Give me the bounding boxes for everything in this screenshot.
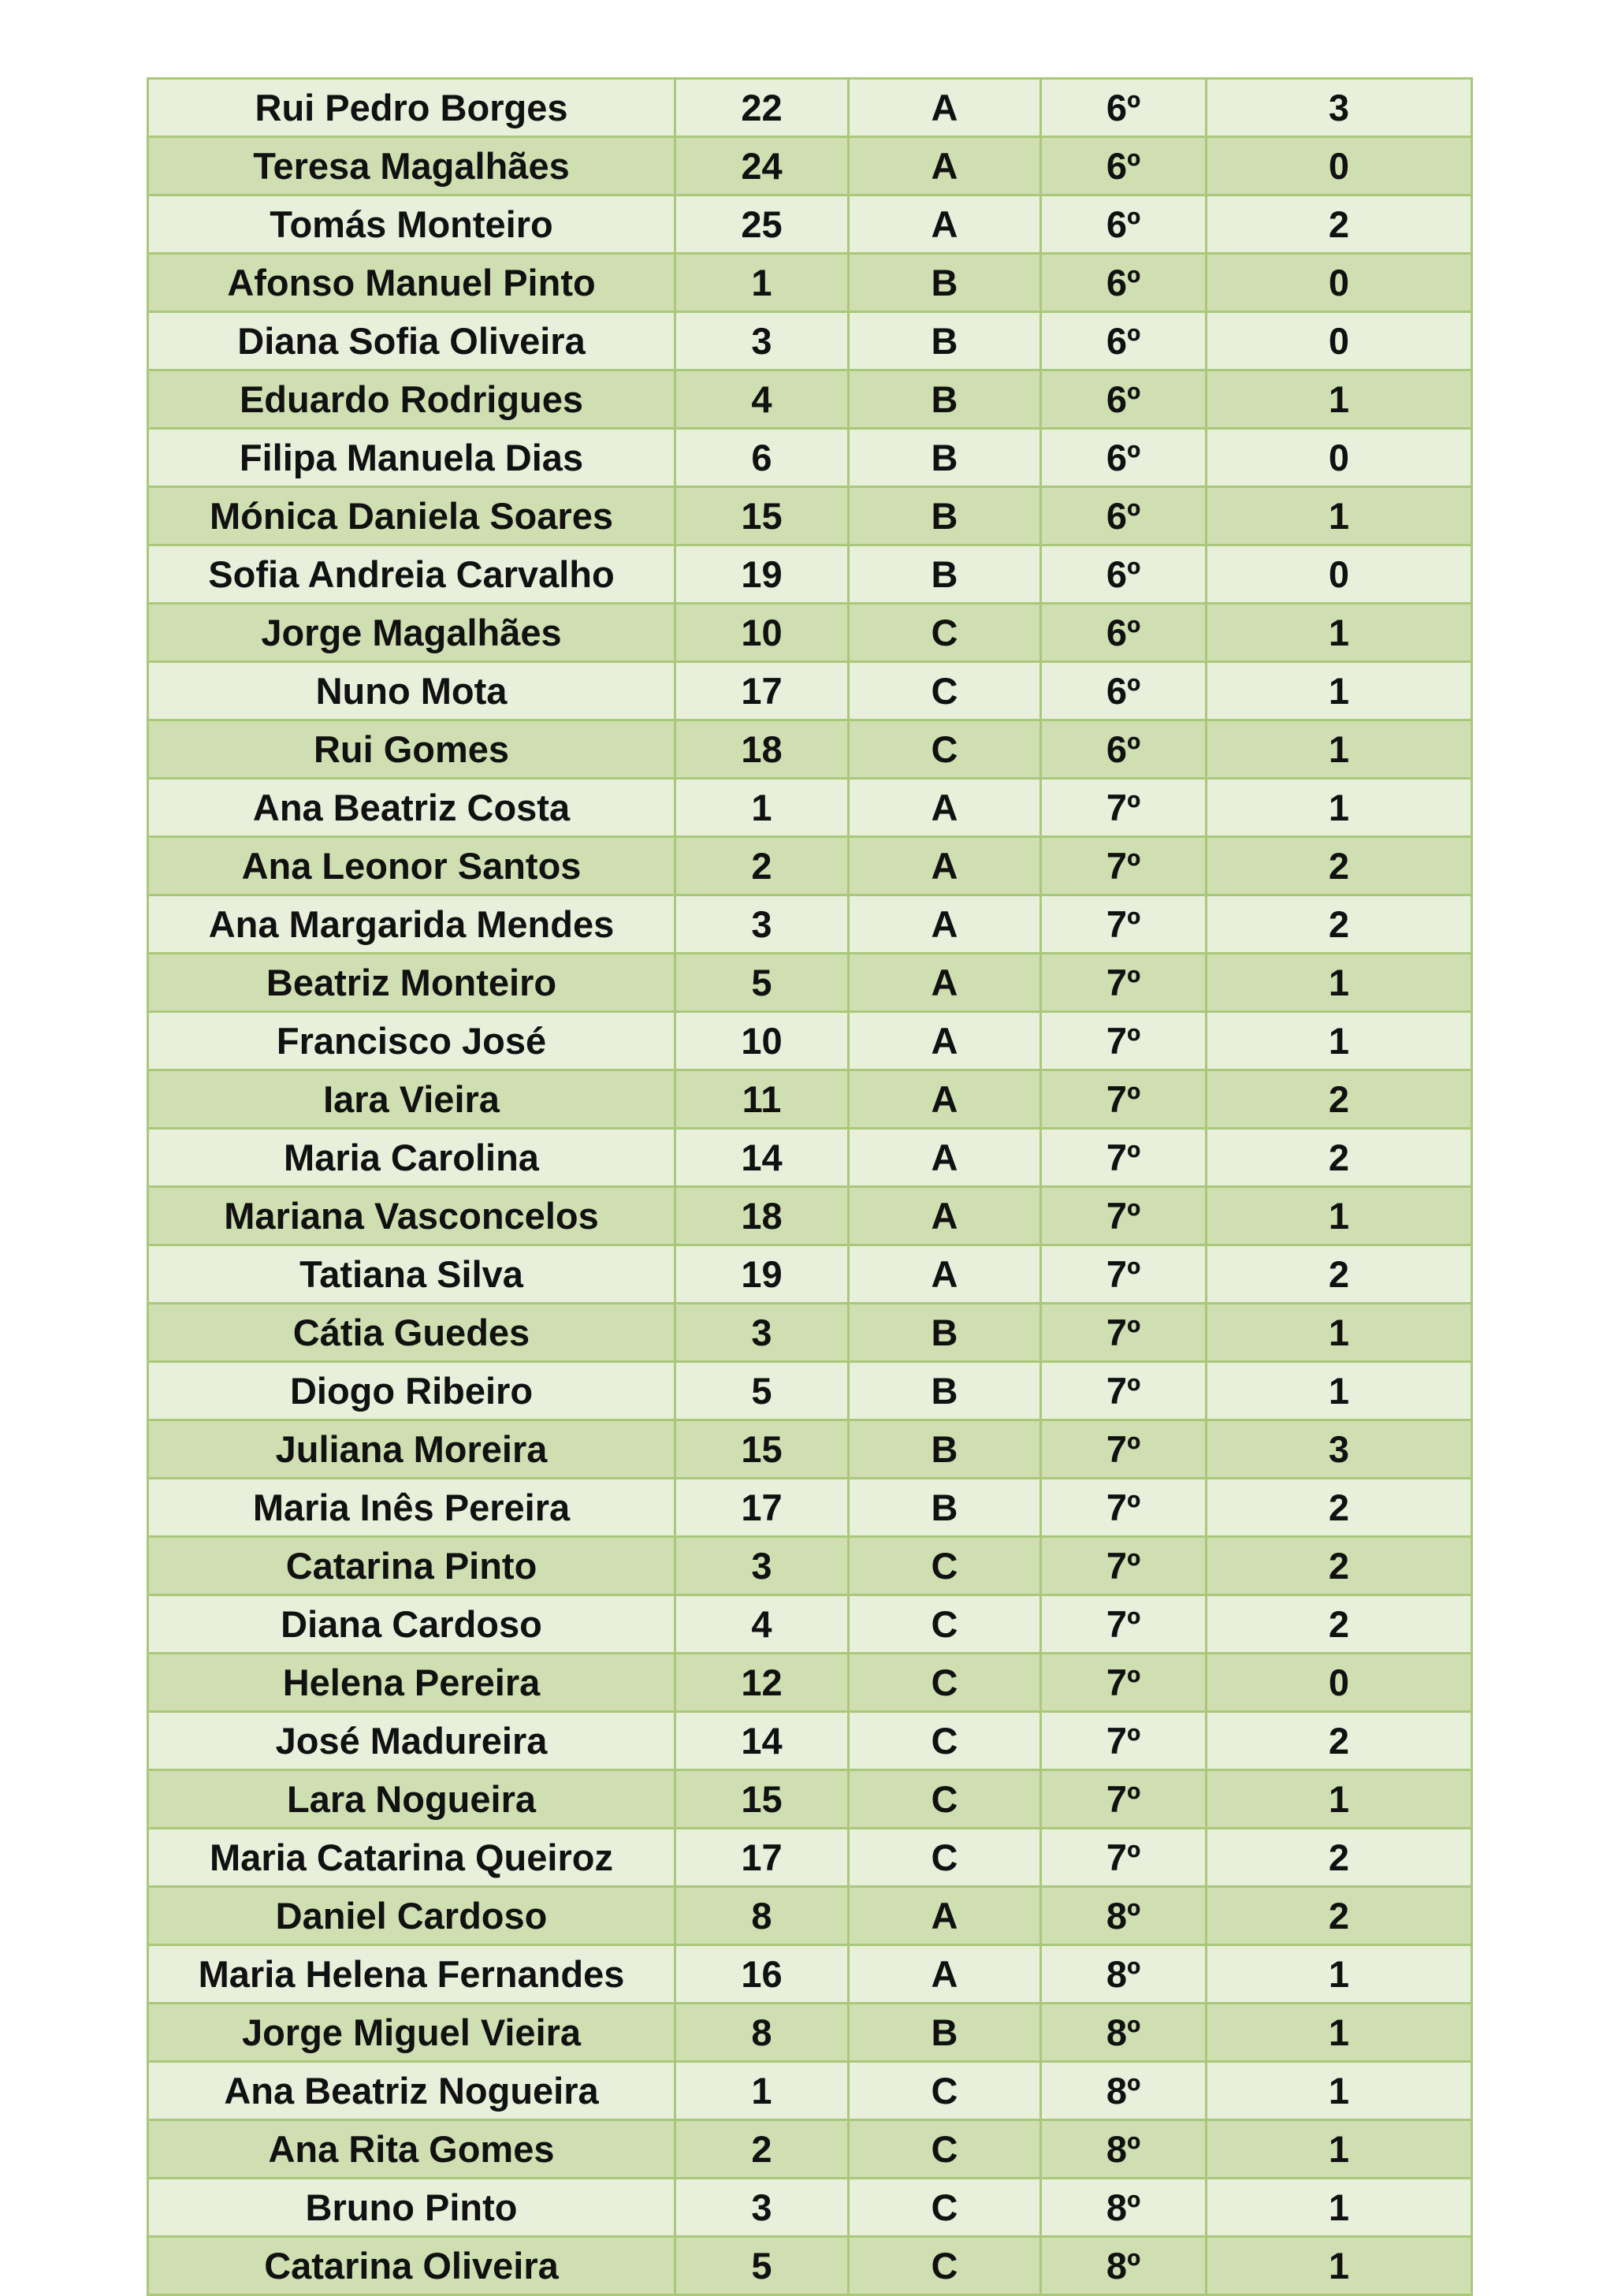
count-cell: 1	[1207, 2004, 1472, 2062]
student-name-cell: Jorge Magalhães	[148, 604, 675, 662]
class-cell: C	[849, 662, 1041, 720]
table-row	[148, 254, 1472, 312]
count-cell: 0	[1207, 545, 1472, 604]
student-name-cell: Rui Gomes	[148, 720, 675, 779]
student-name-cell: Rui Pedro Borges	[148, 79, 675, 137]
student-number-cell: 2	[675, 837, 849, 895]
table-row	[148, 370, 1472, 429]
year-cell: 7º	[1041, 1712, 1207, 1770]
student-number-cell: 3	[675, 895, 849, 954]
class-cell: C	[849, 1712, 1041, 1770]
year-cell: 8º	[1041, 2120, 1207, 2179]
count-cell: 2	[1207, 1537, 1472, 1595]
count-cell: 1	[1207, 1187, 1472, 1245]
student-name-cell: Afonso Manuel Pinto	[148, 254, 675, 312]
table-row	[148, 1187, 1472, 1245]
student-number-cell: 14	[675, 1712, 849, 1770]
class-cell: C	[849, 1595, 1041, 1654]
class-cell: B	[849, 312, 1041, 370]
year-cell: 7º	[1041, 1012, 1207, 1070]
year-cell: 8º	[1041, 1945, 1207, 2004]
count-cell: 1	[1207, 779, 1472, 837]
count-cell: 1	[1207, 1362, 1472, 1420]
student-number-cell: 6	[675, 429, 849, 487]
table-row	[148, 1537, 1472, 1595]
table-row	[148, 2179, 1472, 2237]
table-row	[148, 662, 1472, 720]
student-number-cell: 15	[675, 1420, 849, 1479]
student-name-cell: Ana Beatriz Nogueira	[148, 2062, 675, 2120]
year-cell: 7º	[1041, 779, 1207, 837]
student-name-cell: Nuno Mota	[148, 662, 675, 720]
student-number-cell: 17	[675, 662, 849, 720]
year-cell: 6º	[1041, 195, 1207, 254]
year-cell: 7º	[1041, 895, 1207, 954]
table-row	[148, 137, 1472, 195]
count-cell: 1	[1207, 370, 1472, 429]
table-row	[148, 1654, 1472, 1712]
count-cell: 2	[1207, 1829, 1472, 1887]
count-cell: 2	[1207, 195, 1472, 254]
student-number-cell: 19	[675, 545, 849, 604]
count-cell: 1	[1207, 487, 1472, 545]
student-name-cell: Filipa Manuela Dias	[148, 429, 675, 487]
table-row	[148, 1012, 1472, 1070]
student-number-cell: 4	[675, 1595, 849, 1654]
year-cell: 8º	[1041, 2004, 1207, 2062]
table-row	[148, 837, 1472, 895]
student-name-cell: Mónica Daniela Soares	[148, 487, 675, 545]
class-cell: A	[849, 1012, 1041, 1070]
student-number-cell: 12	[675, 1654, 849, 1712]
student-number-cell: 25	[675, 195, 849, 254]
student-name-cell: Helena Pereira	[148, 1654, 675, 1712]
student-number-cell: 5	[675, 954, 849, 1012]
class-cell: C	[849, 1654, 1041, 1712]
student-name-cell: Diana Cardoso	[148, 1595, 675, 1654]
count-cell: 1	[1207, 720, 1472, 779]
table-row	[148, 1304, 1472, 1362]
table-row	[148, 195, 1472, 254]
student-name-cell: Jorge Miguel Vieira	[148, 2004, 675, 2062]
count-cell: 1	[1207, 1012, 1472, 1070]
count-cell: 2	[1207, 837, 1472, 895]
class-cell: B	[849, 1420, 1041, 1479]
year-cell: 6º	[1041, 370, 1207, 429]
year-cell: 7º	[1041, 1829, 1207, 1887]
class-cell: C	[849, 1829, 1041, 1887]
table-row	[148, 545, 1472, 604]
student-name-cell: Maria Helena Fernandes	[148, 1945, 675, 2004]
student-name-cell: Maria Inês Pereira	[148, 1479, 675, 1537]
count-cell: 2	[1207, 1129, 1472, 1187]
student-name-cell: Iara Vieira	[148, 1070, 675, 1129]
student-name-cell: Ana Leonor Santos	[148, 837, 675, 895]
class-cell: A	[849, 1887, 1041, 1945]
count-cell: 1	[1207, 2120, 1472, 2179]
year-cell: 7º	[1041, 1770, 1207, 1829]
year-cell: 6º	[1041, 604, 1207, 662]
student-name-cell: Mariana Vasconcelos	[148, 1187, 675, 1245]
student-name-cell: Diogo Ribeiro	[148, 1362, 675, 1420]
year-cell: 7º	[1041, 1654, 1207, 1712]
table-row	[148, 1420, 1472, 1479]
class-cell: C	[849, 1770, 1041, 1829]
student-number-cell: 15	[675, 487, 849, 545]
student-number-cell: 4	[675, 370, 849, 429]
student-name-cell: Maria Catarina Queiroz	[148, 1829, 675, 1887]
student-name-cell: José Madureira	[148, 1712, 675, 1770]
year-cell: 6º	[1041, 429, 1207, 487]
student-number-cell: 10	[675, 604, 849, 662]
year-cell: 7º	[1041, 1537, 1207, 1595]
class-cell: C	[849, 2179, 1041, 2237]
student-number-cell: 3	[675, 312, 849, 370]
student-number-cell: 19	[675, 1245, 849, 1304]
student-name-cell: Beatriz Monteiro	[148, 954, 675, 1012]
table-row	[148, 604, 1472, 662]
year-cell: 8º	[1041, 2062, 1207, 2120]
table-row	[148, 79, 1472, 137]
student-number-cell: 2	[675, 2120, 849, 2179]
student-number-cell: 14	[675, 1129, 849, 1187]
year-cell: 7º	[1041, 837, 1207, 895]
count-cell: 2	[1207, 1479, 1472, 1537]
count-cell: 1	[1207, 1304, 1472, 1362]
count-cell: 2	[1207, 1595, 1472, 1654]
student-number-cell: 8	[675, 1887, 849, 1945]
student-name-cell: Bruno Pinto	[148, 2179, 675, 2237]
table-row	[148, 720, 1472, 779]
student-number-cell: 18	[675, 720, 849, 779]
student-number-cell: 3	[675, 1304, 849, 1362]
table-row	[148, 1829, 1472, 1887]
count-cell: 2	[1207, 1712, 1472, 1770]
student-number-cell: 1	[675, 254, 849, 312]
count-cell: 0	[1207, 1654, 1472, 1712]
student-number-cell: 3	[675, 2179, 849, 2237]
table-row	[148, 1712, 1472, 1770]
table-row	[148, 895, 1472, 954]
count-cell: 2	[1207, 895, 1472, 954]
year-cell: 7º	[1041, 1187, 1207, 1245]
class-cell: B	[849, 545, 1041, 604]
count-cell: 2	[1207, 1887, 1472, 1945]
student-number-cell: 18	[675, 1187, 849, 1245]
count-cell: 1	[1207, 2062, 1472, 2120]
class-cell: A	[849, 779, 1041, 837]
student-name-cell: Sofia Andreia Carvalho	[148, 545, 675, 604]
class-cell: B	[849, 1479, 1041, 1537]
year-cell: 7º	[1041, 1595, 1207, 1654]
year-cell: 7º	[1041, 1420, 1207, 1479]
count-cell: 0	[1207, 254, 1472, 312]
student-name-cell: Ana Margarida Mendes	[148, 895, 675, 954]
student-number-cell: 5	[675, 1362, 849, 1420]
student-name-cell: Tatiana Silva	[148, 1245, 675, 1304]
class-cell: A	[849, 1187, 1041, 1245]
table-row	[148, 487, 1472, 545]
year-cell: 7º	[1041, 1362, 1207, 1420]
student-number-cell: 1	[675, 2062, 849, 2120]
year-cell: 6º	[1041, 545, 1207, 604]
table-row	[148, 2004, 1472, 2062]
student-number-cell: 15	[675, 1770, 849, 1829]
count-cell: 1	[1207, 604, 1472, 662]
student-number-cell: 10	[675, 1012, 849, 1070]
count-cell: 1	[1207, 954, 1472, 1012]
class-cell: A	[849, 954, 1041, 1012]
year-cell: 7º	[1041, 1129, 1207, 1187]
table-row	[148, 1945, 1472, 2004]
year-cell: 6º	[1041, 720, 1207, 779]
count-cell: 1	[1207, 1945, 1472, 2004]
year-cell: 7º	[1041, 1245, 1207, 1304]
year-cell: 6º	[1041, 487, 1207, 545]
student-table	[147, 77, 1473, 2296]
student-name-cell: Ana Beatriz Costa	[148, 779, 675, 837]
table-row	[148, 1887, 1472, 1945]
year-cell: 7º	[1041, 1070, 1207, 1129]
student-name-cell: Tomás Monteiro	[148, 195, 675, 254]
student-name-cell: Cátia Guedes	[148, 1304, 675, 1362]
class-cell: A	[849, 195, 1041, 254]
student-number-cell: 3	[675, 1537, 849, 1595]
class-cell: A	[849, 137, 1041, 195]
class-cell: A	[849, 1129, 1041, 1187]
year-cell: 7º	[1041, 1304, 1207, 1362]
student-name-cell: Francisco José	[148, 1012, 675, 1070]
table-row	[148, 312, 1472, 370]
class-cell: C	[849, 2237, 1041, 2295]
table-row	[148, 1479, 1472, 1537]
table-row	[148, 1070, 1472, 1129]
class-cell: B	[849, 429, 1041, 487]
student-name-cell: Juliana Moreira	[148, 1420, 675, 1479]
student-number-cell: 16	[675, 1945, 849, 2004]
table-row	[148, 1362, 1472, 1420]
year-cell: 6º	[1041, 254, 1207, 312]
student-name-cell: Catarina Oliveira	[148, 2237, 675, 2295]
year-cell: 8º	[1041, 2237, 1207, 2295]
student-number-cell: 8	[675, 2004, 849, 2062]
count-cell: 0	[1207, 429, 1472, 487]
year-cell: 8º	[1041, 1887, 1207, 1945]
student-name-cell: Diana Sofia Oliveira	[148, 312, 675, 370]
class-cell: B	[849, 1362, 1041, 1420]
table-row	[148, 779, 1472, 837]
year-cell: 7º	[1041, 954, 1207, 1012]
class-cell: A	[849, 1245, 1041, 1304]
student-name-cell: Eduardo Rodrigues	[148, 370, 675, 429]
class-cell: B	[849, 1304, 1041, 1362]
class-cell: A	[849, 79, 1041, 137]
class-cell: A	[849, 837, 1041, 895]
student-number-cell: 17	[675, 1829, 849, 1887]
student-table-body	[148, 79, 1472, 2295]
class-cell: A	[849, 1070, 1041, 1129]
count-cell: 1	[1207, 2237, 1472, 2295]
class-cell: C	[849, 2062, 1041, 2120]
year-cell: 6º	[1041, 137, 1207, 195]
table-row	[148, 429, 1472, 487]
count-cell: 1	[1207, 662, 1472, 720]
table-row	[148, 1595, 1472, 1654]
student-number-cell: 1	[675, 779, 849, 837]
student-name-cell: Daniel Cardoso	[148, 1887, 675, 1945]
student-name-cell: Ana Rita Gomes	[148, 2120, 675, 2179]
count-cell: 2	[1207, 1070, 1472, 1129]
table-row	[148, 2120, 1472, 2179]
class-cell: B	[849, 254, 1041, 312]
student-name-cell: Catarina Pinto	[148, 1537, 675, 1595]
class-cell: A	[849, 1945, 1041, 2004]
count-cell: 2	[1207, 1245, 1472, 1304]
year-cell: 8º	[1041, 2179, 1207, 2237]
class-cell: C	[849, 720, 1041, 779]
year-cell: 6º	[1041, 79, 1207, 137]
count-cell: 1	[1207, 1770, 1472, 1829]
class-cell: C	[849, 1537, 1041, 1595]
count-cell: 0	[1207, 137, 1472, 195]
class-cell: A	[849, 895, 1041, 954]
class-cell: C	[849, 604, 1041, 662]
year-cell: 6º	[1041, 662, 1207, 720]
table-row	[148, 1770, 1472, 1829]
student-name-cell: Maria Carolina	[148, 1129, 675, 1187]
student-name-cell: Lara Nogueira	[148, 1770, 675, 1829]
student-number-cell: 24	[675, 137, 849, 195]
class-cell: B	[849, 2004, 1041, 2062]
year-cell: 6º	[1041, 312, 1207, 370]
student-number-cell: 5	[675, 2237, 849, 2295]
student-name-cell: Teresa Magalhães	[148, 137, 675, 195]
class-cell: C	[849, 2120, 1041, 2179]
count-cell: 0	[1207, 312, 1472, 370]
year-cell: 7º	[1041, 1479, 1207, 1537]
table-row	[148, 2237, 1472, 2295]
count-cell: 3	[1207, 1420, 1472, 1479]
table-row	[148, 1245, 1472, 1304]
table-row	[148, 2062, 1472, 2120]
student-number-cell: 22	[675, 79, 849, 137]
student-number-cell: 17	[675, 1479, 849, 1537]
table-row	[148, 1129, 1472, 1187]
student-number-cell: 11	[675, 1070, 849, 1129]
table-row	[148, 954, 1472, 1012]
class-cell: B	[849, 370, 1041, 429]
class-cell: B	[849, 487, 1041, 545]
count-cell: 1	[1207, 2179, 1472, 2237]
count-cell: 3	[1207, 79, 1472, 137]
